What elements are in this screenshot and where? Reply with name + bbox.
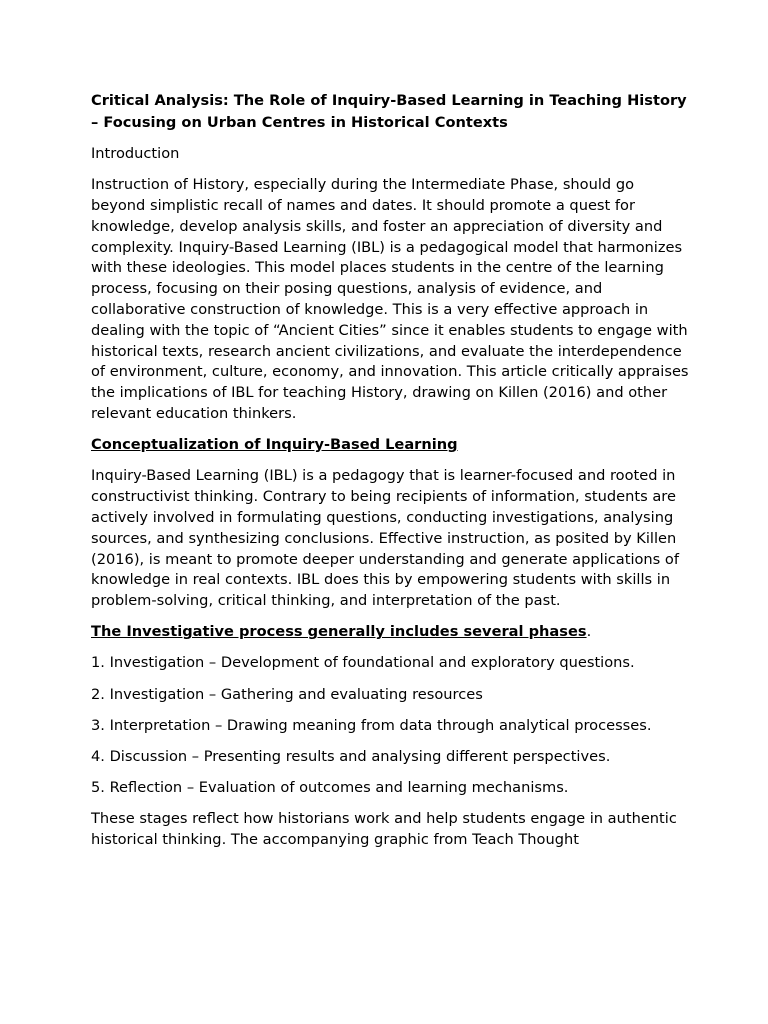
conceptualization-paragraph: Inquiry-Based Learning (IBL) is a pedagogy that is learner-focused and rooted in constructivist thinking. Contrary to being recipients of information, students are actively involved in formulating questions, conducting investigations, analysing sources, and synthesizing conclusions. Effective instruction, as posited by Killen (2016), is meant to promote deeper understanding and generate applications of knowledge in real contexts. IBL does this by empowering students with skills in problem-solving, critical thinking, and interpretation of the past. [91, 467, 679, 610]
section-heading-investigative-process [91, 622, 691, 643]
list-item-phase-1: 1. Investigation – Development of foundational and exploratory questions. [91, 654, 635, 672]
document-page [91, 90, 691, 861]
section-heading-period: . [586, 623, 592, 641]
list-item-phase-3: 3. Interpretation – Drawing meaning from data through analytical processes. [91, 716, 652, 734]
section-heading-investigative-process-text: The Investigative process generally includes several phases [91, 623, 587, 641]
list-item-phase-2: 2. Investigation – Gathering and evaluating resources [91, 685, 483, 703]
list-item-phase-5: 5. Reflection – Evaluation of outcomes and learning mechanisms. [91, 779, 569, 797]
section-heading-conceptualization-text: Conceptualization of Inquiry-Based Learning [91, 436, 458, 454]
document-title: Critical Analysis: The Role of Inquiry-Based Learning in Teaching History – Focusing on Urban Centres in Historical Contexts [91, 92, 687, 131]
intro-heading: Introduction [91, 145, 180, 162]
list-item-phase-4: 4. Discussion – Presenting results and analysing different perspectives. [91, 748, 611, 766]
intro-paragraph: Instruction of History, especially during the Intermediate Phase, should go beyond simplistic recall of names and dates. It should promote a quest for knowledge, develop analysis skills, and foster an appreciation of diversity and complexity. Inquiry-Based Learning (IBL) is a pedagogical model that harmonizes with these ideologies. This model places students in the centre of the learning process, focusing on their posing questions, analysis of evidence, and collaborative construction of knowledge. This is a very effective approach in dealing with the topic of “Ancient Cities” since it enables students to engage with historical texts, research ancient civilizations, and evaluate the interdependence of environment, culture, economy, and innovation. This article critically appraises the implications of IBL for teaching History, drawing on Killen (2016) and other relevant education thinkers. [91, 176, 689, 422]
section-heading-conceptualization [91, 435, 691, 456]
closing-paragraph: These stages reflect how historians work and help students engage in authentic historical thinking. The accompanying graphic from Teach Thought [91, 810, 677, 849]
